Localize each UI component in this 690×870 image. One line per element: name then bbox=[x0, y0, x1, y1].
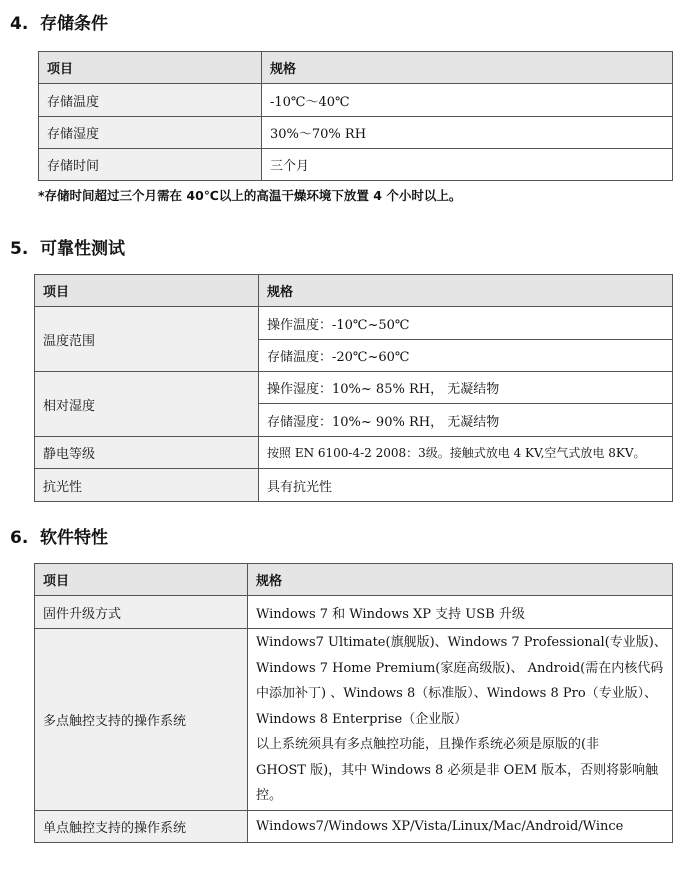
table-row bbox=[39, 117, 673, 149]
row-spec: Windows 7 和 Windows XP 支持 USB 升级 bbox=[248, 596, 673, 629]
row-spec: 存储温度：-20℃~60℃ bbox=[259, 340, 673, 372]
row-item: 相对湿度 bbox=[35, 372, 259, 437]
row-item: 单点触控支持的操作系统 bbox=[35, 811, 248, 843]
text-line: Windows7 Ultimate(旗舰版)、Windows 7 Professional(专业版)、 bbox=[256, 634, 667, 650]
table-row bbox=[35, 629, 673, 811]
table-row bbox=[35, 811, 673, 843]
row-item: 存储时间 bbox=[39, 149, 262, 181]
text-line: Windows 7 Home Premium(家庭高级版)、 Android(需在内核代码 bbox=[256, 660, 664, 676]
table-row bbox=[35, 437, 673, 469]
table-row bbox=[39, 84, 673, 117]
row-item: 抗光性 bbox=[35, 469, 259, 502]
text-line: Windows 8 Enterprise（企业版） bbox=[256, 711, 468, 727]
section-number: 4. bbox=[10, 14, 29, 34]
table-header-row bbox=[39, 52, 673, 84]
table-row bbox=[35, 307, 673, 340]
row-spec: 存储湿度：10%~ 90% RH， 无凝结物 bbox=[259, 404, 673, 437]
section-heading: 软件特性 bbox=[40, 528, 108, 548]
row-item: 静电等级 bbox=[35, 437, 259, 469]
row-spec: Windows7/Windows XP/Vista/Linux/Mac/Android/Wince bbox=[248, 811, 673, 843]
header-item: 项目 bbox=[35, 275, 259, 307]
section-heading: 可靠性测试 bbox=[40, 239, 125, 259]
table-header-row bbox=[35, 564, 673, 596]
section-number: 5. bbox=[10, 239, 29, 259]
header-spec: 规格 bbox=[262, 52, 673, 84]
row-spec bbox=[248, 629, 673, 811]
software-features-table bbox=[34, 563, 673, 843]
row-item: 多点触控支持的操作系统 bbox=[35, 629, 248, 811]
row-spec: 三个月 bbox=[262, 149, 673, 181]
header-spec: 规格 bbox=[259, 275, 673, 307]
table-row bbox=[35, 469, 673, 502]
row-spec: 按照 EN 6100-4-2 2008：3级。接触式放电 4 KV,空气式放电 8KV。 bbox=[259, 437, 673, 469]
multitouch-os-paragraph bbox=[256, 630, 667, 809]
row-item: 温度范围 bbox=[35, 307, 259, 372]
section-4-title bbox=[10, 14, 108, 34]
storage-note: *存储时间超过三个月需在 40℃以上的高温干燥环境下放置 4 个小时以上。 bbox=[38, 188, 462, 203]
header-spec: 规格 bbox=[248, 564, 673, 596]
section-heading: 存储条件 bbox=[40, 14, 108, 34]
section-5-title bbox=[10, 239, 125, 259]
row-item: 存储湿度 bbox=[39, 117, 262, 149]
row-spec: 具有抗光性 bbox=[259, 469, 673, 502]
table-row bbox=[35, 372, 673, 404]
row-spec: -10℃～40℃ bbox=[262, 84, 673, 117]
section-6-title bbox=[10, 528, 108, 548]
row-spec: 操作湿度：10%~ 85% RH， 无凝结物 bbox=[259, 372, 673, 404]
table-header-row bbox=[35, 275, 673, 307]
table-row bbox=[35, 596, 673, 629]
text-line: GHOST 版)，其中 Windows 8 必须是非 OEM 版本，否则将影响触 bbox=[256, 762, 659, 778]
reliability-test-table bbox=[34, 274, 673, 502]
table-row bbox=[39, 149, 673, 181]
row-item: 存储温度 bbox=[39, 84, 262, 117]
header-item: 项目 bbox=[39, 52, 262, 84]
row-spec: 操作温度：-10℃~50℃ bbox=[259, 307, 673, 340]
section-number: 6. bbox=[10, 528, 29, 548]
storage-conditions-table bbox=[38, 51, 673, 181]
text-line: 以上系统须具有多点触控功能，且操作系统必须是原版的(非 bbox=[256, 737, 600, 753]
text-line: 中添加补丁) 、Windows 8（标准版）、Windows 8 Pro（专业版）、 bbox=[256, 686, 658, 702]
text-line: 控。 bbox=[256, 788, 283, 804]
row-spec: 30%～70% RH bbox=[262, 117, 673, 149]
header-item: 项目 bbox=[35, 564, 248, 596]
row-item: 固件升级方式 bbox=[35, 596, 248, 629]
